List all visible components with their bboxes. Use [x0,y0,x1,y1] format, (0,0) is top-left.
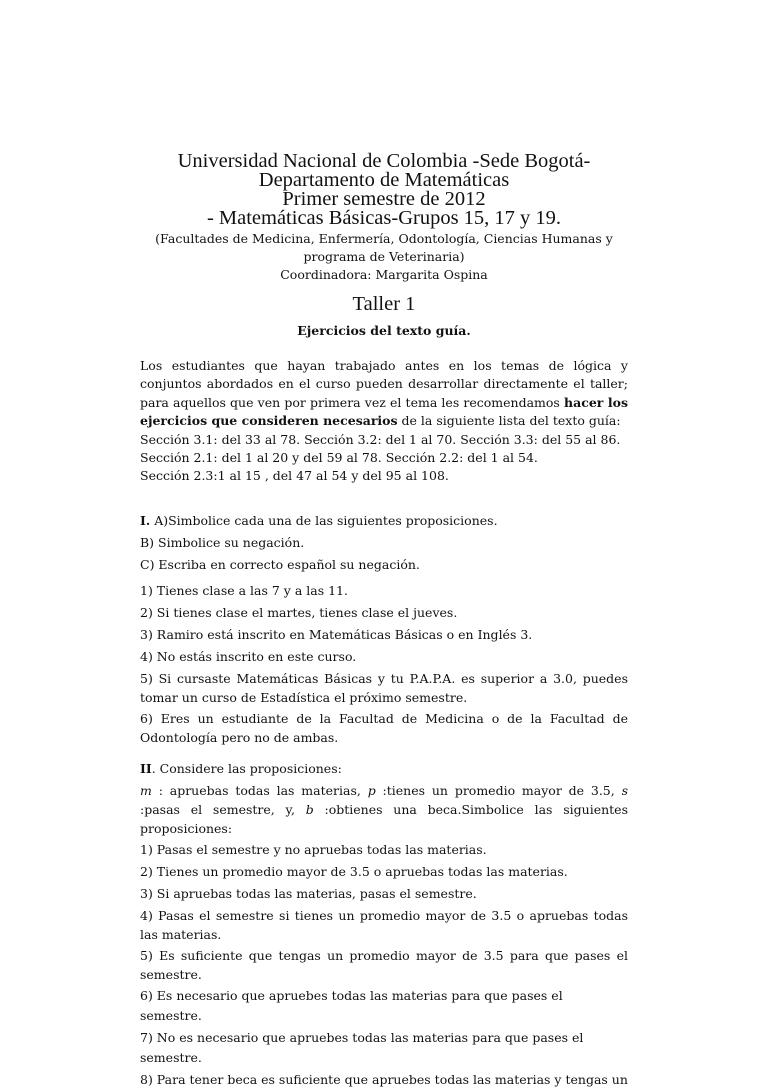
part2-intro [140,759,628,779]
var-m: m [140,783,152,798]
part2-numeral: II [140,761,152,776]
document-header [0,152,768,340]
semester: Primer semestre de 2012 [282,188,486,210]
part2-item-3: 3) Si apruebas todas las materias, pasas el semestre. [140,886,477,901]
part1-a-text: A)Simbolice cada una de las siguientes proposiciones. [154,513,498,528]
part1-item-1: 1) Tienes clase a las 7 y a las 11. [140,583,348,598]
faculties-line-2: programa de Veterinaria) [303,249,465,264]
part2-item-6: 6) Es necesario que apruebes todas las materias para que pases el semestre. [140,988,563,1023]
part1-item-3: 3) Ramiro está inscrito en Matemáticas Básicas o en Inglés 3. [140,627,533,642]
def-p: :tienes un promedio mayor de 3.5, [375,783,622,798]
part1-numeral: I. [140,513,151,528]
section-list-2: Sección 2.1: del 1 al 20 y del 59 al 78. Sección 2.2: del 1 al 54. [140,450,538,466]
page-title: Taller 1 [352,293,416,315]
intro-text-after: de la siguiente lista del texto guía: [397,413,621,429]
course-groups: - Matemáticas Básicas-Grupos 15, 17 y 19. [206,207,562,229]
def-b: :obtienes una beca.Simbolice las siguientes proposiciones: [140,802,628,836]
faculties-line-1: (Facultades de Medicina, Enfermería, Odontología, Ciencias Humanas y [155,231,613,246]
part1-instruction-a [140,511,628,531]
department-name: Departamento de Matemáticas [258,169,510,191]
intro-bold-text: hacer los ejercicios que consideren necesarios [140,394,629,429]
coordinator: Coordinadora: Margarita Ospina [280,267,488,282]
part2-item-1: 1) Pasas el semestre y no apruebas todas las materias. [140,842,487,857]
university-name: Universidad Nacional de Colombia -Sede Bogotá- [177,150,591,172]
intro-paragraph [140,357,628,486]
var-s: s [621,783,628,798]
var-p: p [367,783,376,798]
part1-item-2: 2) Si tienes clase el martes, tienes clase el jueves. [140,605,458,620]
def-s: :pasas el semestre, y, [140,802,306,817]
part1-item-6: 6) Eres un estudiante de la Facultad de Medicina o de la Facultad de Odontología pero no de ambas. [140,711,628,745]
part2-intro-text: . Considere las proposiciones: [151,761,342,776]
intro-text-before: Los estudiantes que hayan trabajado antes en los temas de lógica y conjuntos abordados en el curso pueden desarrollar directamente el taller; para aquellos que ven por primera vez el tema les recomendamos [140,358,628,410]
part1-instruction-c: C) Escriba en correcto español su negación. [140,557,420,572]
part2-item-5: 5) Es suficiente que tengas un promedio mayor de 3.5 para que pases el semestre. [140,948,628,982]
part2-item-8: 8) Para tener beca es suficiente que apruebes todas las materias y tengas un [140,1072,628,1087]
part2-item-2: 2) Tienes un promedio mayor de 3.5 o apruebas todas las materias. [140,864,568,879]
def-m: : apruebas todas las materias, [151,783,368,798]
part1-item-4: 4) No estás inscrito en este curso. [140,649,357,664]
var-b: b [305,802,314,817]
part1-item-5: 5) Si cursaste Matemáticas Básicas y tu P.A.P.A. es superior a 3.0, puedes tomar un curso de Estadística el próximo semestre. [140,671,628,705]
section-list-1: Sección 3.1: del 33 al 78. Sección 3.2: del 1 al 70. Sección 3.3: del 55 al 86. [140,431,621,447]
part2-definitions [140,781,628,838]
section-list-3: Sección 2.3:1 al 15 , del 47 al 54 y del 95 al 108. [140,468,449,484]
part1-instruction-b: B) Simbolice su negación. [140,535,305,550]
part2-item-7: 7) No es necesario que apruebes todas las materias para que pases el semestre. [140,1030,584,1065]
exercise-part-2 [140,757,628,1090]
exercise-part-1 [140,509,628,747]
part2-item-4: 4) Pasas el semestre si tienes un promedio mayor de 3.5 o apruebas todas las materias. [140,908,628,942]
page-subtitle: Ejercicios del texto guía. [297,323,471,338]
